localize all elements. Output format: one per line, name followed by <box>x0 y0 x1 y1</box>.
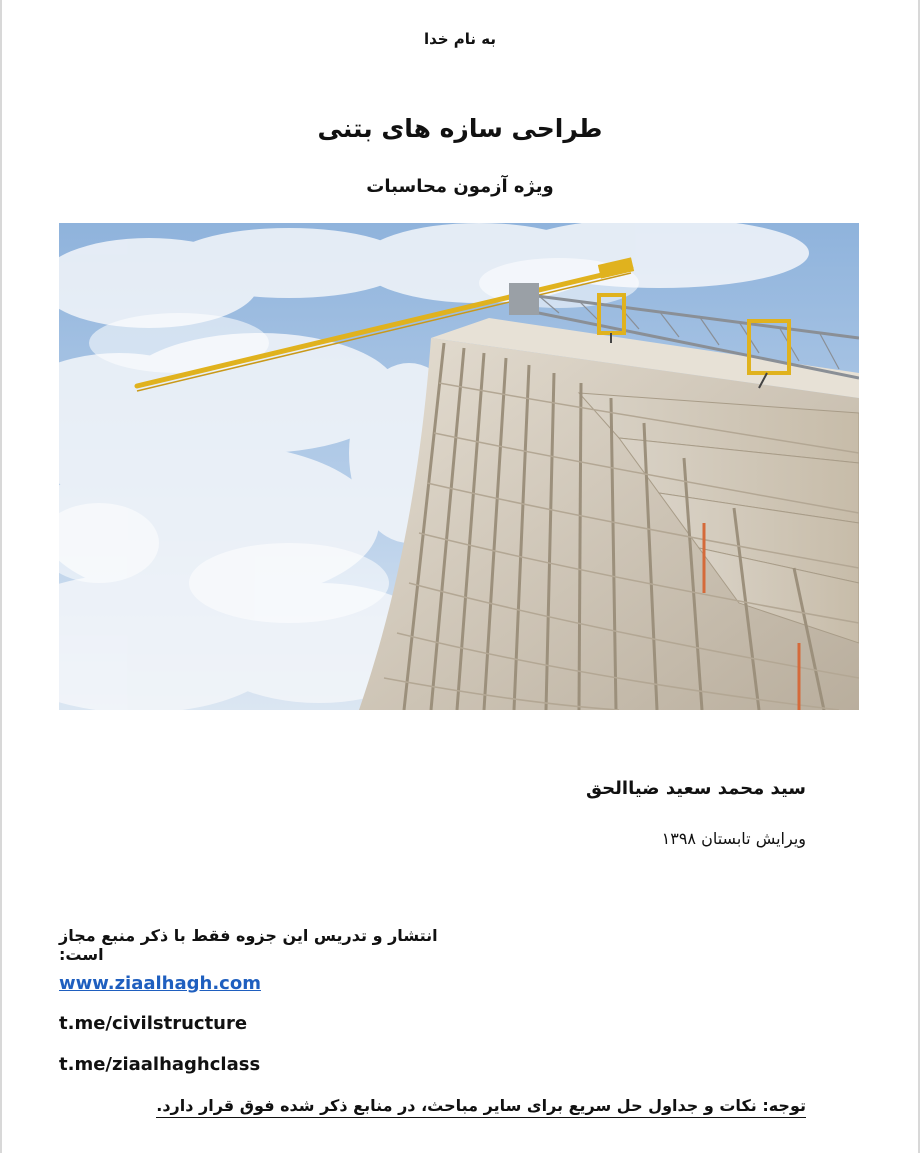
cover-photo <box>59 223 859 710</box>
bismillah-heading: به نام خدا <box>423 30 497 48</box>
document-subtitle: ویژه آزمون محاسبات <box>366 176 554 197</box>
telegram-link-ziaalhaghclass: t.me/ziaalhaghclass <box>59 1054 261 1075</box>
publish-permission-note: انتشار و تدریس این جزوه فقط با ذکر منبع مجاز است: <box>59 926 438 964</box>
website-link[interactable]: www.ziaalhagh.com <box>59 973 261 994</box>
document-title: طراحی سازه های بتنی <box>317 114 603 143</box>
telegram-link-civilstructure: t.me/civilstructure <box>59 1013 248 1034</box>
edition-text: ویرایش تابستان ۱۳۹۸ <box>661 829 806 848</box>
author-name: سید محمد سعید ضیاالحق <box>585 778 806 799</box>
footer-note: توجه: نکات و جداول حل سریع برای سایر مباحث، در منابع ذکر شده فوق قرار دارد. <box>156 1096 806 1118</box>
